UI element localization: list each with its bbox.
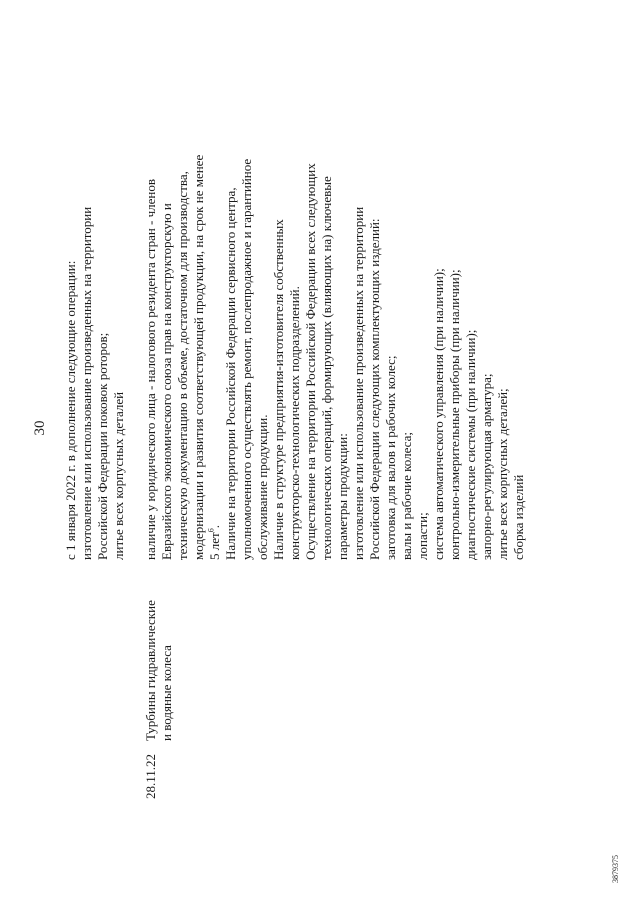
req-line-3: техническую документацию в объеме, достаточном для производства, [175,171,190,560]
req-line-13: параметры продукции: [335,433,350,560]
req-line-6: Наличие на территории Российской Федерации сервисного центра, [223,187,238,560]
top-line-4: литье всех корпусных деталей [111,391,126,560]
req-line-9: Наличие в структуре предприятия-изготовителя собственных [271,219,286,560]
product-name [143,571,175,741]
req-line-17: валы и рабочие колеса; [399,432,414,560]
req-line-7: уполномоченного осуществлять ремонт, послепродажное и гарантийное [239,158,254,560]
top-line-3: Российской Федерации поковок роторов; [95,332,110,560]
req-line-12: технологических операций, формирующих (влияющих на) ключевые [319,176,334,560]
req-line-2: Евразийского экономического союза прав на конструкторскую и [159,203,174,560]
req-line-5-text: 5 лет [207,532,222,560]
top-line-2: изготовление или использование произведенных на территории [79,206,94,560]
req-line-14: изготовление или использование произведенных на территории [351,206,366,560]
page-number: 30 [32,420,48,436]
req-line-5 [207,525,223,560]
req-line-11: Осуществление на территории Российской Федерации всех следующих [303,163,318,560]
req-line-16: заготовка для валов и рабочих колес; [383,355,398,560]
req-line-22: запорно-регулирующая арматура; [479,373,494,560]
req-line-19: система автоматического управления (при наличии); [431,268,446,560]
req-line-4: модернизации и развития соответствующей продукции, на срок не менее [191,154,206,560]
footnote-mark: 6 [206,528,216,533]
req-line-20: контрольно-измерительные приборы (при наличии); [447,269,462,560]
req-line-10: конструкторско-технологических подразделений. [287,286,302,560]
top-line-1: с 1 января 2022 г. в дополнение следующие операции: [63,260,78,560]
req-line-21: диагностические системы (при наличии); [463,329,478,560]
req-line-23: литье всех корпусных деталей; [495,388,510,560]
product-line-1: Турбины гидравлические [143,600,158,741]
req-line-8: обслуживание продукции. [255,414,270,560]
product-code: 28.11.22 [143,753,158,799]
document-id: 3879375 [611,855,620,883]
product-line-2: и водяные колеса [159,645,174,741]
req-line-15: Российской Федерации следующих комплектующих изделий: [367,218,382,560]
req-line-1: наличие у юридического лица - налогового резидента стран - членов [143,178,158,560]
req-line-18: лопасти; [415,512,430,560]
req-line-24: сборка изделий [511,474,526,560]
footnote-suffix: . [207,525,222,529]
